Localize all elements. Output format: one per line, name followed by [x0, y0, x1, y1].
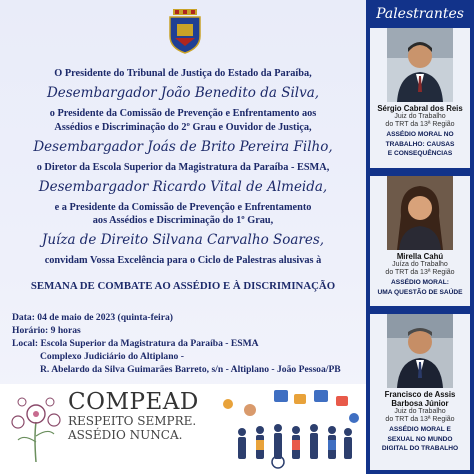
event-place: Complexo Judiciário do Altiplano -: [40, 351, 184, 362]
flower-illustration-icon: [6, 392, 66, 462]
event-title: SEMANA DE COMBATE AO ASSÉDIO E À DISCRIMINAÇÃO: [30, 280, 336, 292]
brand-tagline: ASSÉDIO NUNCA.: [68, 428, 183, 442]
event-time: Horário: 9 horas: [12, 325, 81, 336]
speaker-topic: ASSÉDIO MORAL:: [391, 279, 449, 286]
invitation-line: e a Presidente da Comissão de Prevenção e Enfrentamento: [54, 202, 312, 213]
court-crest-icon: [167, 8, 203, 54]
brand-tagline: RESPEITO SEMPRE.: [68, 414, 197, 428]
invitation-line: convidam Vossa Excelência para o Ciclo de Palestras alusivas à: [44, 255, 322, 266]
speaker-role: Juiz do Trabalho: [394, 113, 446, 120]
invitation-name: Desembargador Joás de Brito Pereira Filho,: [33, 139, 333, 155]
speaker-role: Juiz do Trabalho: [394, 408, 446, 415]
speaker-name: Barbosa Júnior: [391, 399, 449, 408]
speaker-card: [370, 176, 470, 306]
invitation-line: o Presidente da Comissão de Prevenção e Enfrentamento aos: [49, 108, 317, 119]
speaker-role: do TRT da 13ª Região: [385, 416, 455, 423]
speakers-sidebar: [366, 0, 474, 474]
speaker-card: [370, 314, 470, 470]
speaker-card: [370, 28, 470, 168]
speaker-role: do TRT da 13ª Região: [385, 121, 455, 128]
speaker-topic: ASSÉDIO MORAL E: [389, 426, 451, 433]
invitation-line: Assédios e Discriminação do 2º Grau e Ouvidor de Justiça,: [54, 122, 312, 133]
speaker-name: Mirella Cahú: [396, 252, 444, 261]
speaker-topic: UMA QUESTÃO DE SAÚDE: [377, 288, 463, 296]
invitation-name: Desembargador Ricardo Vital de Almeida,: [38, 179, 328, 195]
speaker-topic: E CONSEQUÊNCIAS: [387, 150, 453, 157]
event-address: R. Abelardo da Silva Guimarães Barreto, s/n - Altiplano - João Pessoa/PB: [40, 364, 341, 375]
speaker-role: Juíza do Trabalho: [392, 261, 448, 268]
speaker-topic: TRABALHO: CAUSAS: [385, 140, 455, 148]
event-date: Data: 04 de maio de 2023 (quinta-feira): [12, 312, 173, 323]
brand-name: COMPEAD: [68, 389, 199, 415]
speakers-title: Palestrantes: [376, 6, 464, 22]
speaker-topic: ASSÉDIO MORAL NO: [386, 131, 454, 138]
invitation-line: aos Assédios e Discriminação do 1º Grau,: [92, 215, 274, 226]
invitation-line: o Diretor da Escola Superior da Magistratura da Paraíba - ESMA,: [36, 162, 330, 173]
speaker-photo: [387, 314, 453, 388]
event-place: Local: Escola Superior da Magistratura da Paraíba - ESMA: [12, 338, 259, 349]
invitation-name: Juíza de Direito Silvana Carvalho Soares,: [41, 232, 325, 248]
speaker-role: do TRT da 13ª Região: [385, 269, 455, 276]
invitation-line: O Presidente do Tribunal de Justiça do Estado da Paraíba,: [54, 68, 312, 79]
compead-logo: [68, 390, 208, 442]
speaker-topic: DIGITAL DO TRABALHO: [381, 445, 459, 452]
crowd-illustration-icon: [220, 388, 364, 470]
speaker-name: Sérgio Cabral dos Reis: [377, 104, 463, 113]
speaker-topic: SEXUAL NO MUNDO: [387, 435, 453, 443]
invitation-name: Desembargador João Benedito da Silva,: [46, 85, 320, 101]
speaker-name: Francisco de Assis: [384, 390, 456, 399]
speaker-photo: [387, 28, 453, 102]
speaker-photo: [387, 176, 453, 250]
